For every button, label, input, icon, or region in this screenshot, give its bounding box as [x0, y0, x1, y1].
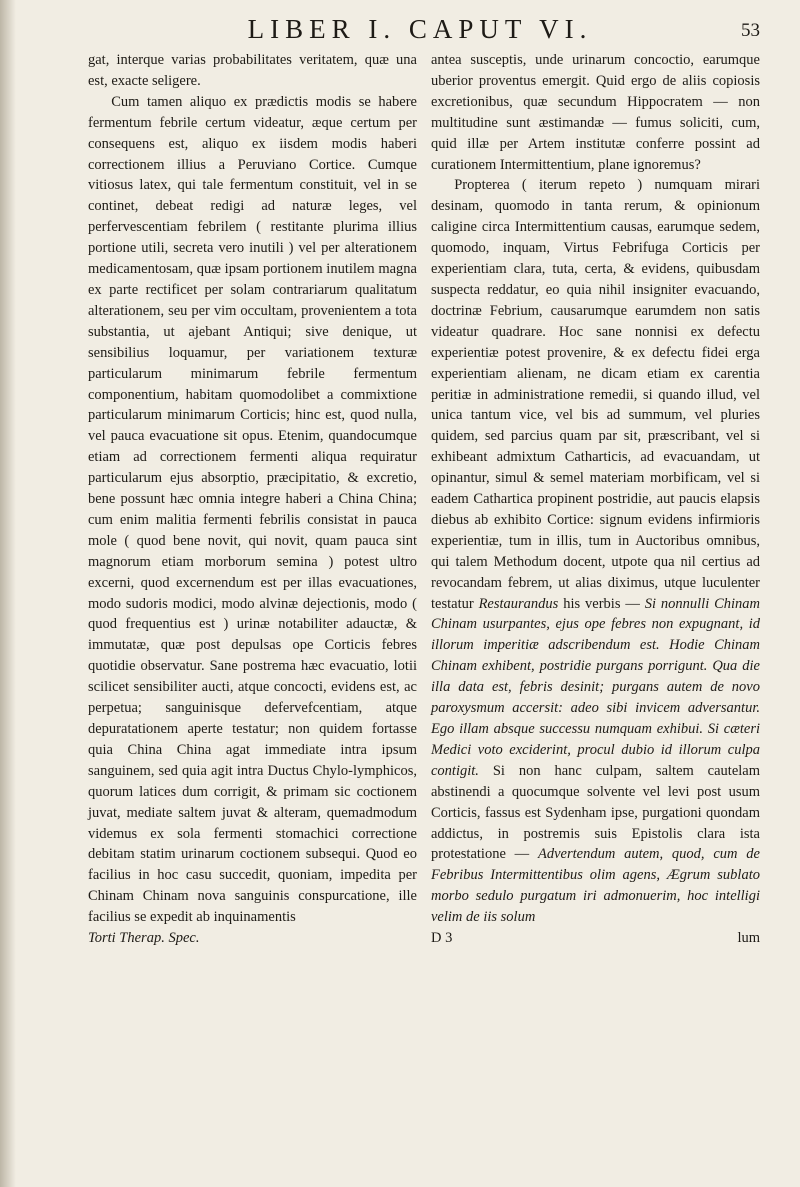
- catchline-left: Torti Therap. Spec.: [88, 930, 200, 947]
- right-column: [431, 50, 760, 1187]
- restaurandus-name: Restaurandus: [478, 595, 559, 612]
- right-paragraph-1: antea susceptis, unde urinarum concoctio, earumque uberior proventus emergit. Quid ergo de aliis copiosis excretionibus, quæ secundum Hippocratem — non multitudine sunt æstimandæ — fumus soliciti, cum, quid illæ per Artem institutæ conferre possint ad curationem Intermittentium, plane ignoremus?: [431, 52, 760, 173]
- right-paragraph-2: [431, 175, 760, 928]
- running-head-title: LIBER I. CAPUT VI.: [247, 14, 593, 44]
- page-number: 53: [741, 20, 760, 41]
- page-gutter-shadow: [0, 0, 16, 1187]
- left-paragraph-2: Cum tamen aliquo ex prædictis modis se habere fermentum febrile certum videatur, æque certum per consequens est, aliquo ex iisdem modis haberi correctionem illius a Peruviano Cortice. Cumque vitiosus latex, qui tale fermentum constituit, vel in se continet, debeat redigi ad naturæ leges, vel perfervescentiam febrilem ( restitante plurima illius portione utili, secreta vero inutili ) vel per alterationem medicamentosam, quæ ipsam portionem inutilem magna ex parte rectificet per solam contrariarum qualitatum alterationem, seu per vim occultam, provenientem a tota substantia, ut ajebant Antiqui; sive denique, ut sensibilius loquamur, per variationem texturæ particularum minimarum febrile fermentum componentium, habitam quomodolibet a commixtione particularum minimarum Corticis; hinc est, quod nulla, vel pauca evacuatione sit opus. Etenim, quandocumque etiam ad correctionem fermenti aliqua requiratur particularum ejus absorptio, præcipitatio, & excretio, bene possunt hæc omnia integre haberi a China China; cum enim malitia fermenti febrilis consistat in pauca mole ( quod bene novit, qui novit, quam pauca sint magnorum etiam morborum semina ) potest ultro excerni, quod excernendum est per illas evacuationes, modo sudoris modici, modo alvinæ dejectionis, modo ( quod frequentius est ) urinæ notabiliter adauctæ, & immutatæ, quæ post depulsas ope Corticis febres quotidie observatur. Sane postrema hæc evacuatio, lotii scilicet sensibiliter aucti, atque concocti, evidens est, ac perpetua; sanguinisque defervefcentiam, atque depuratationem aperte testatur; non quidem fortasse quia China China agat immediate intra ipsum sanguinem, sed quia agit intra Ductus Chylo-lymphicos, quorum latices dum corrigit, & primam sic coctionem juvat, mediate saltem juvat & alteram, quemadmodum videmus ex sola fermenti stomachici correctione debitam statim urinarum coctionem subsequi. Quod eo facilius in hoc casu succedit, quoniam, impedita per Chinam Chinam nova sanguinis conspurcatione, ille facilius se expedit ab inquinamentis: [88, 93, 417, 926]
- sydenham-quote: Advertendum autem, quod, cum de Febribus Intermittentibus olim agens, Ægrum sublato morbo sedulo purgatum iri admonuerim, hoc intelligi velim de iis solum: [431, 846, 760, 926]
- right-footer: [431, 928, 760, 949]
- left-footer: [88, 928, 417, 949]
- right-paragraph-2-text: Propterea ( iterum repeto ) numquam mirari desinam, quomodo in tanta rerum, & opinionum caligine circa Intermittentium causas, earumque sedem, quomodo, inquam, Virtus Febrifuga Corticis per experientiam clara, tuta, certa, & evidens, quibusdam suspecta reddatur, eo quia nihil insigniter evacuando, doctrinæ Febrium, causarumque earumdem non satis videatur quadrare. Hoc sane nonnisi ex defectu experientiæ potest provenire, & ex defectu fidei erga experientiam alienam, ne dicam etiam ex carentia peritiæ in administratione remedii, si quando illud, vel unica tantum vice, vel bis ad summum, vel pluries quidem, sed parcius quam par sit, præscribant, vel si exhibeant admixtum Catharticis, ad evacuandam, ut opinantur, simul & semel materiam morbificam, vel si eadem Cathartica propinent postridie, aut paucis elapsis diebus ab exhibito Cortice: signum evidens infirmioris experientiæ, tum in illis, tum in Auctoribus omnibus, qui talem Methodum docent, utpote qua nil certius ad revocandam febrem, ut alias diximus, utque luculenter testatur: [431, 177, 760, 612]
- catchword: lum: [737, 930, 760, 947]
- right-paragraph-3: Si non hanc culpam, saltem cautelam abstinendi a quocumque solvente vel levi post usum Corticis, fassus est Sydenham ipse, purgationi quondam addictus, in postremis suis Epistolis clara ista protestatione —: [431, 762, 761, 863]
- restaurandus-quote: Si nonnulli Chinam Chinam usurpantes, ejus ope febres non expugnant, id illorum imperitiæ adscribendum est. Hodie Chinam Chinam exhibent, postridie purgans porrigunt. Qua die illa data est, febris desinit; purgans autem de novo paroxysmum accersit: adeo sibi invicem adversantur. Ego illam absque successu numquam exhibui. Si cæteri Medici voto exciderint, procul dubio id illorum culpa contigit.: [431, 595, 761, 779]
- text-columns: [88, 50, 760, 1187]
- left-paragraph-1: gat, interque varias probabilitates veritatem, quæ una est, exacte seligere.: [88, 52, 417, 89]
- left-column: [88, 50, 417, 1187]
- quote-intro: his verbis —: [563, 595, 640, 612]
- signature-mark: D 3: [431, 930, 453, 947]
